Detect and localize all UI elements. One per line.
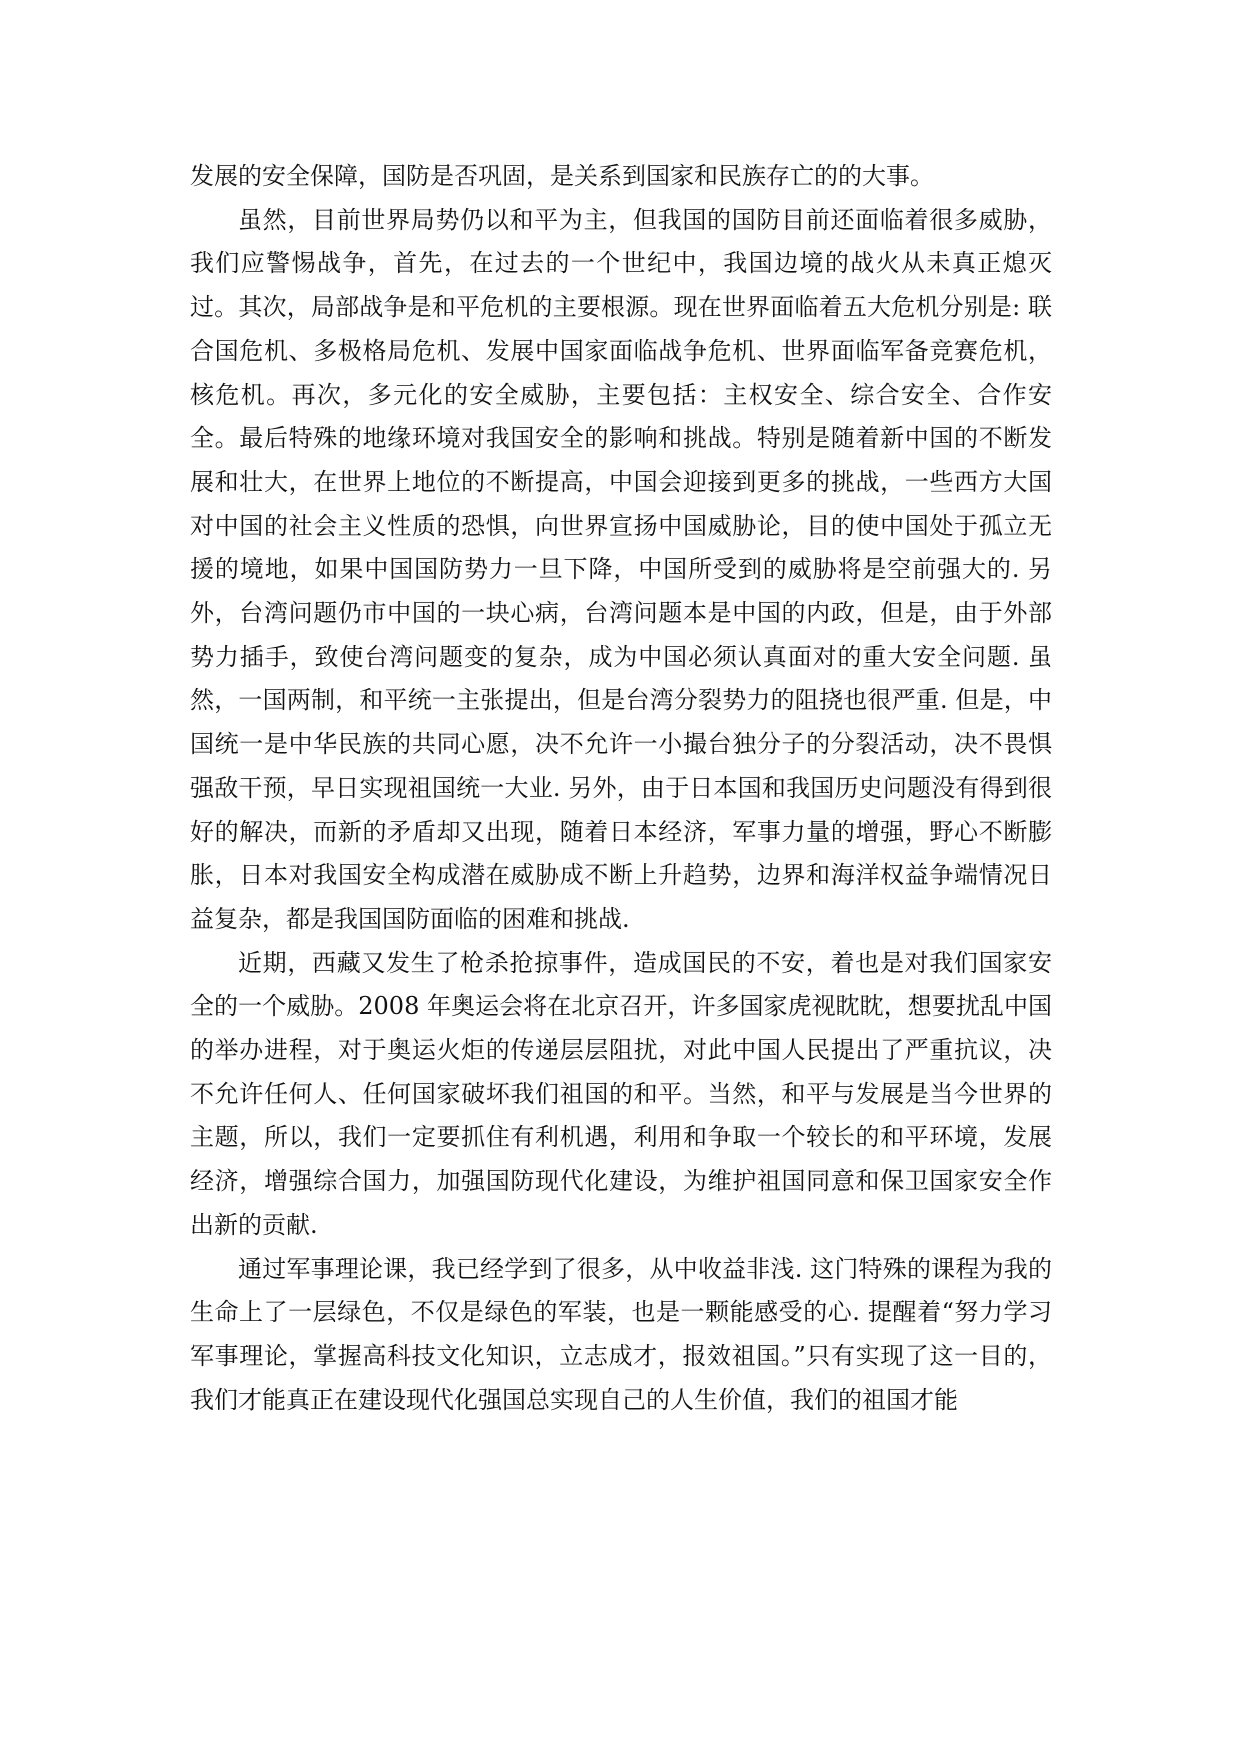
paragraph-2: 虽然，目前世界局势仍以和平为主，但我国的国防目前还面临着很多威胁，我们应警惕战争，首先，在过去的一个世纪中，我国边境的战火从未真正熄灭过。其次，局部战争是和平危机的主要根源。现在世界面临着五大危机分别是: 联合国危机、多极格局危机、发展中国家面临战争危机、世界面临军备竞赛危机，核危机。再次，多元化的安全威胁，主要包括：主权安全、综合安全、合作安全。最后特殊的地缘环境对我国安全的影响和挑战。特别是随着新中国的不断发展和壮大，在世界上地位的不断提高，中国会迎接到更多的挑战，一些西方大国对中国的社会主义性质的恐惧，向世界宣扬中国威胁论，目的使中国处于孤立无援的境地，如果中国国防势力一旦下降，中国所受到的威胁将是空前强大的. 另外，台湾问题仍市中国的一块心病，台湾问题本是中国的内政，但是，由于外部势力插手，致使台湾问题变的复杂，成为中国必须认真面对的重大安全问题. 虽然，一国两制，和平统一主张提出，但是台湾分裂势力的阻挠也很严重. 但是，中国统一是中华民族的共同心愿，决不允许一小撮台独分子的分裂活动，决不畏惧强敌干预，早日实现祖国统一大业. 另外，由于日本国和我国历史问题没有得到很好的解决，而新的矛盾却又出现，随着日本经济，军事力量的增强，野心不断膨胀，日本对我国安全构成潜在威胁成不断上升趋势，边界和海洋权益争端情况日益复杂，都是我国国防面临的困难和挑战. [190,205,1052,933]
paragraph-3: 近期，西藏又发生了枪杀抢掠事件，造成国民的不安，着也是对我们国家安全的一个威胁。2008 年奥运会将在北京召开，许多国家虎视眈眈，想要扰乱中国的举办进程，对于奥运火炬的传递层层阻扰，对此中国人民提出了严重抗议，决不允许任何人、任何国家破坏我们祖国的和平。当然，和平与发展是当今世界的主题，所以，我们一定要抓住有利机遇，利用和争取一个较长的和平环境，发展经济，增强综合国力，加强国防现代化建设，为维护祖国同意和保卫国家安全作出新的贡献. [190,948,1052,1239]
document-body [190,155,1052,1422]
paragraph-4: 通过军事理论课，我已经学到了很多，从中收益非浅. 这门特殊的课程为我的生命上了一层绿色，不仅是绿色的军装，也是一颗能感受的心. 提醒着“努力学习军事理论，掌握高科技文化知识，立志成才，报效祖国。”只有实现了这一目的，我们才能真正在建设现代化强国总实现自己的人生价值，我们的祖国才能 [190,1254,1052,1414]
paragraph-1: 发展的安全保障，国防是否巩固，是关系到国家和民族存亡的的大事。 [190,162,934,190]
